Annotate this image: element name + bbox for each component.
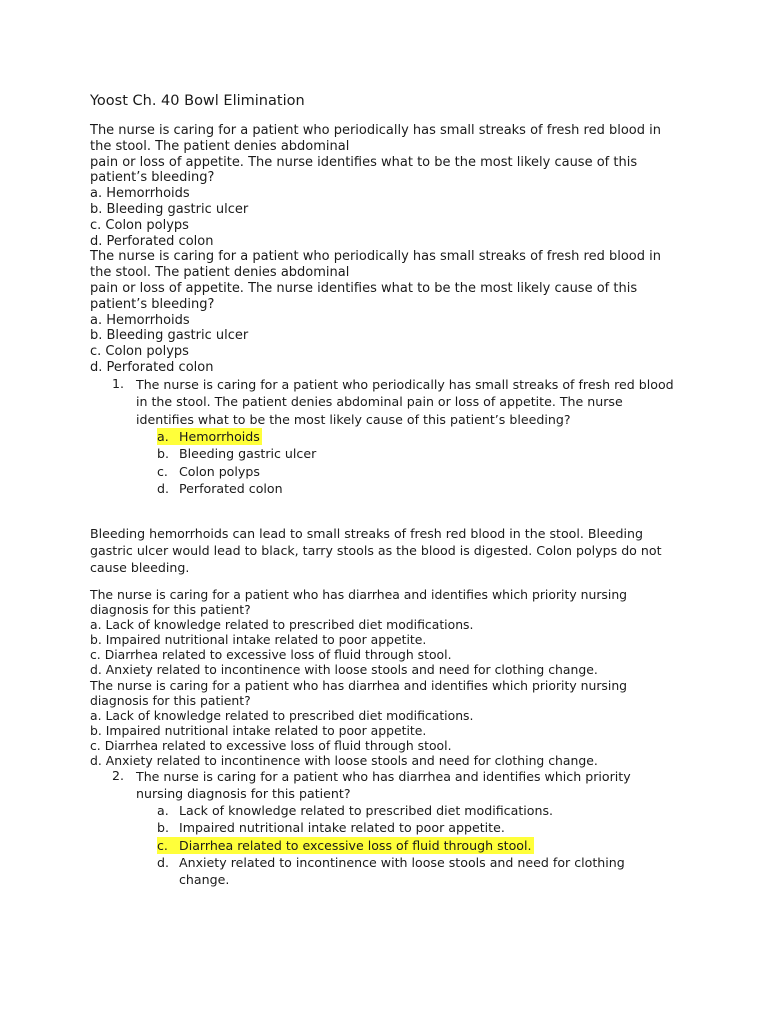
question-line: The nurse is caring for a patient who has diarrhea and identifies which priority nursing [90,587,628,602]
question-line: d. Perforated colon [90,233,214,249]
option-text: change. [179,872,230,888]
option-text: Bleeding gastric ulcer [179,446,317,462]
question-line: patient’s bleeding? [90,296,215,312]
highlighted-correct-answer: Diarrhea related to excessive loss of fluid through stool. [179,837,532,853]
answer-option [157,854,625,871]
question-line: diagnosis for this patient? [90,602,251,618]
answer-explanation [90,525,690,576]
question-stem-line: nursing diagnosis for this patient? [136,786,351,802]
question-number: 2. [112,768,125,783]
question-line: the stool. The patient denies abdominal [90,265,350,281]
question-line: d. Anxiety related to incontinence with loose stools and need for clothing change. [90,753,598,769]
explanation-line: Bleeding hemorrhoids can lead to small streaks of fresh red blood in the stool. Bleeding [90,526,643,541]
answer-option [157,802,553,819]
question-line: a. Lack of knowledge related to prescribed diet modifications. [90,707,474,723]
option-letter: c. [157,463,168,479]
question-line: c. Colon polyps [90,217,189,233]
question-line: a. Lack of knowledge related to prescribed diet modifications. [90,617,474,633]
answer-option [157,480,283,497]
question-line: d. Perforated colon [90,359,214,375]
option-text: Perforated colon [179,480,283,496]
explanation-line: cause bleeding. [90,560,190,575]
question-line: a. Hemorrhoids [90,186,190,202]
option-text: Colon polyps [179,463,260,479]
question-line: c. Diarrhea related to excessive loss of fluid through stool. [90,737,452,753]
option-text: Anxiety related to incontinence with loose stools and need for clothing [179,854,625,870]
answer-option [157,463,260,480]
question-line: The nurse is caring for a patient who periodically has small streaks of fresh red blood in [90,123,661,138]
question-stem-line: The nurse is caring for a patient who has diarrhea and identifies which priority [136,769,631,784]
option-letter: a. [157,429,169,444]
question-stem-line: identifies what to be the most likely cause of this patient’s bleeding? [136,411,571,427]
question-line: c. Diarrhea related to excessive loss of fluid through stool. [90,647,452,663]
question-line: d. Anxiety related to incontinence with loose stools and need for clothing change. [90,662,598,678]
option-letter: a. [157,803,169,818]
question-line: b. Bleeding gastric ulcer [90,201,249,217]
question-1-text-block [90,123,690,376]
question-line: b. Impaired nutritional intake related to poor appetite. [90,632,427,648]
document-title: Yoost Ch. 40 Bowl Elimination [90,93,305,109]
answer-option [157,837,534,854]
question-line: The nurse is caring for a patient who has diarrhea and identifies which priority nursing [90,677,628,693]
question-number: 1. [112,376,125,391]
option-text: Lack of knowledge related to prescribed diet modifications. [179,803,554,818]
question-line: diagnosis for this patient? [90,692,251,708]
question-2-text-block [90,587,690,768]
question-line: b. Bleeding gastric ulcer [90,328,249,344]
highlighted-correct-answer: Hemorrhoids [179,429,260,444]
question-line: c. Colon polyps [90,344,189,360]
answer-option [157,819,505,836]
option-text: Impaired nutritional intake related to poor appetite. [179,820,505,836]
answer-option [157,428,262,445]
question-stem-line: in the stool. The patient denies abdominal pain or loss of appetite. The nurse [136,394,623,410]
option-letter: b. [157,820,169,836]
explanation-line: gastric ulcer would lead to black, tarry stools as the blood is digested. Colon polyps do not [90,543,662,558]
question-line: a. Hemorrhoids [90,312,190,328]
answer-option [157,445,316,462]
option-letter: c. [157,837,168,853]
question-stem-line: The nurse is caring for a patient who periodically has small streaks of fresh red blood [136,377,674,392]
answer-option [157,871,229,888]
question-line: pain or loss of appetite. The nurse identifies what to be the most likely cause of this [90,280,638,296]
question-line: b. Impaired nutritional intake related to poor appetite. [90,722,427,738]
question-line: the stool. The patient denies abdominal [90,138,350,154]
question-line: patient’s bleeding? [90,170,215,186]
question-line: pain or loss of appetite. The nurse identifies what to be the most likely cause of this [90,154,638,170]
question-line: The nurse is caring for a patient who periodically has small streaks of fresh red blood in [90,249,661,265]
option-letter: d. [157,480,169,496]
option-letter: d. [157,854,169,870]
option-letter: b. [157,446,169,462]
